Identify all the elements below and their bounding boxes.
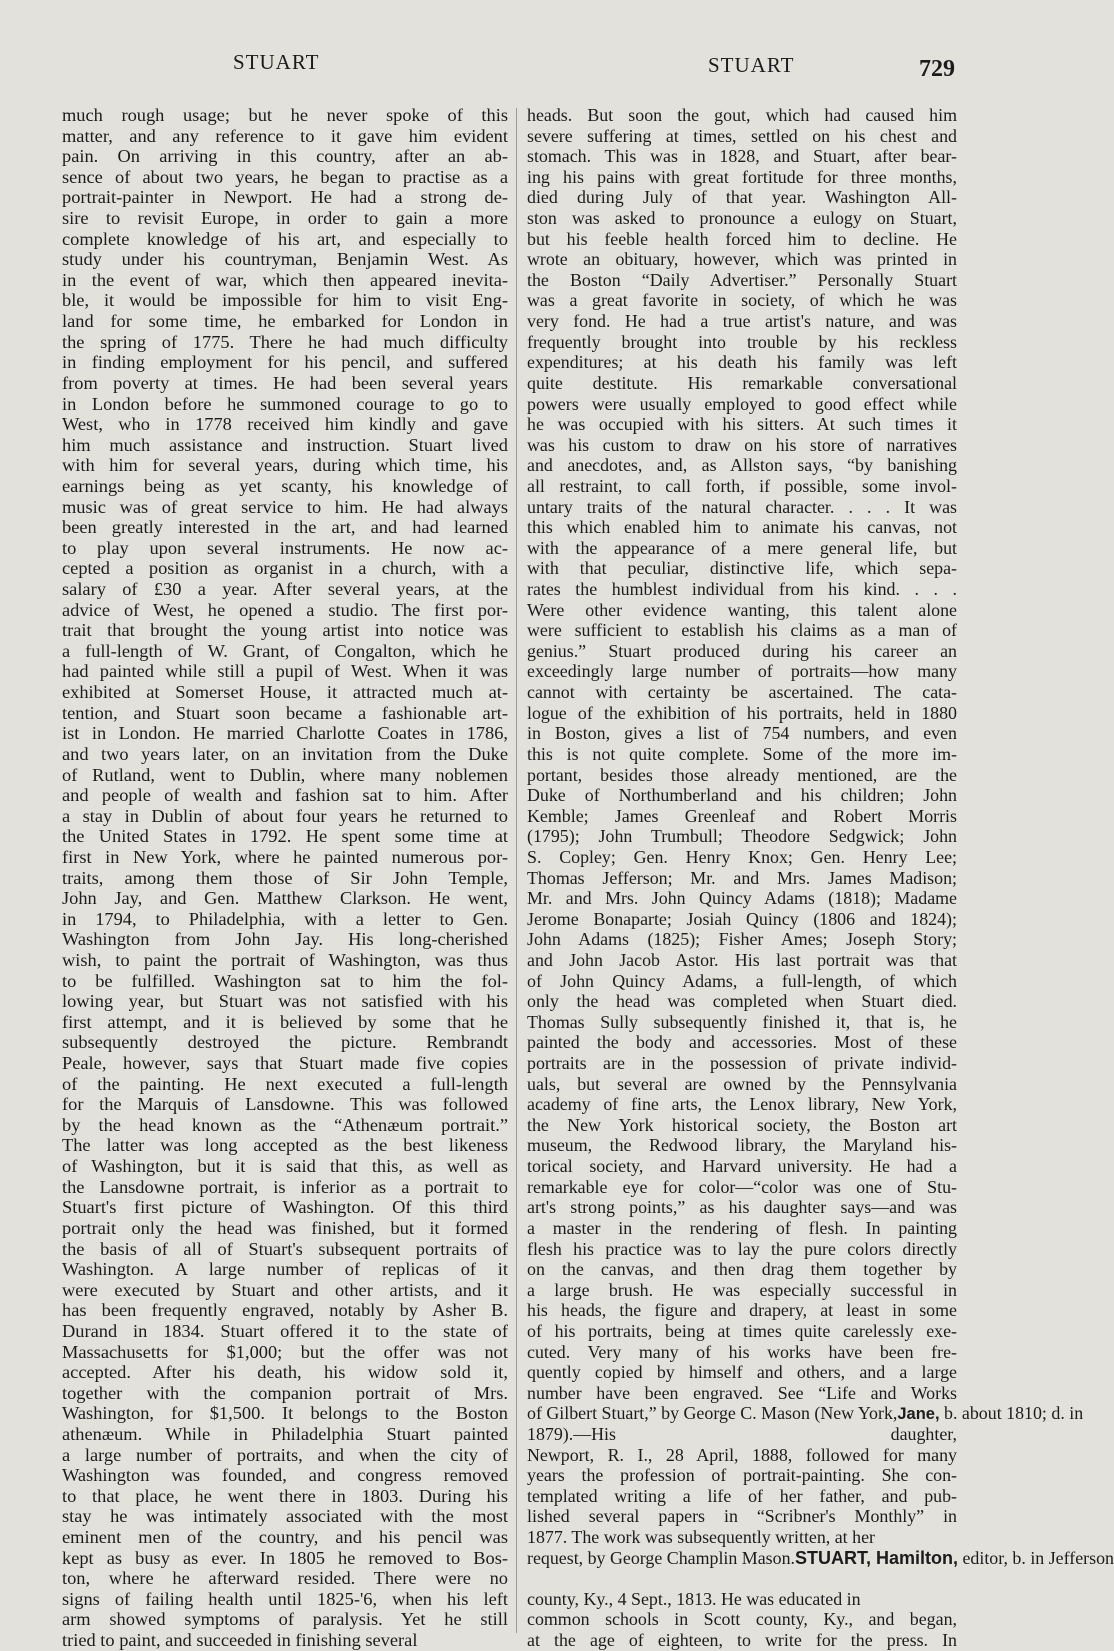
text-line: portant, besides those already mentioned, are the <box>527 764 957 785</box>
text-line: subsequently destroyed the picture. Rembrandt <box>62 1032 508 1053</box>
text-line: has been frequently engraved, notably by Asher B. <box>62 1300 508 1321</box>
text-line: logue of the exhibition of his portraits, held in 1880 <box>527 702 957 723</box>
text-line: in London before he summoned courage to go to <box>62 393 508 414</box>
text-line: stomach. This was in 1828, and Stuart, after bear- <box>527 146 957 167</box>
text-line: pain. On arriving in this country, after an ab- <box>62 146 508 167</box>
text-line: advice of West, he opened a studio. The first por- <box>62 599 508 620</box>
text-line: earnings being as yet scanty, his knowledge of <box>62 475 508 496</box>
header-left-title: STUART <box>233 50 320 74</box>
text-line: Kemble; James Greenleaf and Robert Morris <box>527 805 957 826</box>
text-line: was a great favorite in society, of which he was <box>527 290 957 311</box>
text-line: ist in London. He married Charlotte Coates in 1786, <box>62 723 508 744</box>
text-line: and people of wealth and fashion sat to him. After <box>62 785 508 806</box>
text-line: only the head was completed when Stuart died. <box>527 991 957 1012</box>
text-line: templated writing a life of her father, and pub- <box>527 1485 957 1506</box>
text-line: wrote an obituary, however, which was printed in <box>527 249 957 270</box>
text-line: athenæum. While in Philadelphia Stuart painted <box>62 1424 508 1444</box>
page-number: 729 <box>919 56 955 82</box>
text-line: cannot with certainty be ascertained. The cata- <box>527 682 957 703</box>
text-line: frequently brought into trouble by his reckless <box>527 331 957 352</box>
text-line: his heads, the figure and drapery, at least in some <box>527 1300 957 1321</box>
text-line: eminent men of the country, and his pencil was <box>62 1527 508 1548</box>
text-line: salary of £30 a year. After several years, at the <box>62 579 508 600</box>
text-line: complete knowledge of his art, and especially to <box>62 228 508 249</box>
text-line: county, Ky., 4 Sept., 1813. He was educated in <box>527 1588 861 1609</box>
text-line: to that place, he went there in 1803. During his <box>62 1485 508 1506</box>
text-line: Were other evidence wanting, this talent alone <box>527 599 957 620</box>
text-line: to be fulfilled. Washington sat to him the fol- <box>62 970 508 991</box>
text-line: and anecdotes, and, as Allston says, “by banishing <box>527 455 957 476</box>
text-line: Massachusetts for $1,000; but the offer was not <box>62 1341 508 1362</box>
text-line: were sufficient to establish his claims as a man of <box>527 620 957 641</box>
text-line: ston was asked to pronounce a eulogy on Stuart, <box>527 208 957 229</box>
text-line: Newport, R. I., 28 April, 1888, followed for many <box>527 1444 957 1465</box>
text-line: flesh his practice was to lay the pure colors directly <box>527 1238 957 1259</box>
text-line: very fond. He had a true artist's nature, and was <box>527 311 957 332</box>
text-line: all restraint, to call forth, if possible, some invol- <box>527 475 957 496</box>
text-line: Duke of Northumberland and his children; John <box>527 785 957 806</box>
column-divider <box>516 108 517 1633</box>
text-line: a large brush. He was especially successful in <box>527 1279 957 1300</box>
text-line: of the painting. He next executed a full-length <box>62 1073 508 1094</box>
entry-text: editor, b. in Jefferson <box>958 1547 1114 1568</box>
text-line: music was of great service to him. He had always <box>62 496 508 517</box>
text-line: in Boston, gives a list of 754 numbers, and even <box>527 723 957 744</box>
text-line: portrait-painter in Newport. He had a strong de- <box>62 187 508 208</box>
entry-text: b. about 1810; d. in <box>939 1403 1084 1424</box>
text-line: a master in the rendering of flesh. In painting <box>527 1217 957 1238</box>
text-line <box>527 1568 957 1589</box>
text-line: been greatly interested in the art, and had learned <box>62 517 508 538</box>
text-line: art's strong points,” as his daughter says—and was <box>527 1197 957 1218</box>
entry-name-hamilton: STUART, Hamilton, <box>794 1547 958 1568</box>
text-line: exhibited at Somerset House, it attracted much at- <box>62 682 508 703</box>
text-line: wish, to paint the portrait of Washington, was thus <box>62 949 508 970</box>
text-line: cepted a position as organist in a church, with a <box>62 558 508 579</box>
text-line: first in New York, where he painted numerous por- <box>62 846 508 867</box>
text-line: portrait only the head was finished, but it formed <box>62 1217 508 1238</box>
text-line: of Washington, but it is said that this, as well as <box>62 1156 508 1177</box>
text-line: S. Copley; Gen. Henry Knox; Gen. Henry Lee; <box>527 846 957 867</box>
text-line: of John Quincy Adams, a full-length, of which <box>527 970 957 991</box>
text-line: sire to revisit Europe, in order to gain a more <box>62 208 508 229</box>
text-line: untary traits of the natural character. . . . It was <box>527 496 957 517</box>
text-line: in the event of war, which then appeared inevita- <box>62 269 508 290</box>
text-line: tried to paint, and succeeded in finishing several <box>62 1630 418 1651</box>
text-line: sence of about two years, he began to practise as a <box>62 166 508 187</box>
entry-heading-line: request, by George Champlin Mason.STUART, Hamilton, editor, b. in Jefferson <box>527 1547 1114 1568</box>
text-line: Peale, however, says that Stuart made five copies <box>62 1053 508 1074</box>
text-line: land for some time, he embarked for London in <box>62 311 508 332</box>
text-line: but his feeble health forced him to decline. He <box>527 228 957 249</box>
text-line: died during July of that year. Washington All- <box>527 187 957 208</box>
text-line: the Boston “Daily Advertiser.” Personally Stuart <box>527 269 957 290</box>
text-line: a full-length of W. Grant, of Congalton, which he <box>62 640 508 661</box>
text-line: ton, where he afterward resided. There were no <box>62 1568 508 1589</box>
text-line: years the profession of portrait-painting. She con- <box>527 1465 957 1486</box>
text-line: John Jay, and Gen. Matthew Clarkson. He went, <box>62 888 508 909</box>
text-line: were executed by Stuart and other artists, and it <box>62 1279 508 1300</box>
entry-name-jane: Jane, <box>897 1405 940 1424</box>
text-line: remarkable eye for color—“color was one of Stu- <box>527 1176 957 1197</box>
text-line: and two years later, on an invitation from the Duke <box>62 743 508 764</box>
text-line: to play upon several instruments. He now ac- <box>62 537 508 558</box>
text-line: of his portraits, being at times quite carelessly exe- <box>527 1320 957 1341</box>
text-line: quently copied by himself and others, and a large <box>527 1362 957 1383</box>
text-line: ing his pains with great fortitude for three months, <box>527 166 957 187</box>
text-line: The latter was long accepted as the best likeness <box>62 1135 508 1156</box>
text-line: study under his countryman, Benjamin West. As <box>62 249 508 270</box>
text-line: was his custom to draw on his store of narratives <box>527 434 957 455</box>
text-line: accepted. After his death, his widow sold it, <box>62 1362 508 1383</box>
text-line: lished several papers in “Scribner's Monthly” in <box>527 1506 957 1527</box>
text-line: trait that brought the young artist into notice was <box>62 620 508 641</box>
text-line: Jerome Bonaparte; Josiah Quincy (1806 and 1824); <box>527 908 957 929</box>
text-line: museum, the Redwood library, the Maryland his- <box>527 1135 957 1156</box>
text-line: rates the humblest individual from his kind. . . . <box>527 579 957 600</box>
text-line: Mr. and Mrs. John Quincy Adams (1818); Madame <box>527 888 957 909</box>
text-line: number have been engraved. See “Life and Works <box>527 1382 957 1403</box>
text-line: severe suffering at times, settled on his chest and <box>527 125 957 146</box>
text-line: portraits are in the possession of private individ- <box>527 1053 957 1074</box>
text-line: lowing year, but Stuart was not satisfied with his <box>62 991 508 1012</box>
text-line: on the canvas, and then drag them together by <box>527 1259 957 1280</box>
text-line: tention, and Stuart soon became a fashionable art- <box>62 702 508 723</box>
text-line: (1795); John Trumbull; Theodore Sedgwick; John <box>527 826 957 847</box>
text-line: signs of failing health until 1825-'6, when his left <box>62 1588 508 1609</box>
text-line: together with the companion portrait of Mrs. <box>62 1382 508 1403</box>
text-line: Washington. A large number of replicas of it <box>62 1259 508 1280</box>
text-line: Thomas Sully subsequently finished it, that is, he <box>527 1011 957 1032</box>
text-line: John Adams (1825); Fisher Ames; Joseph Story; <box>527 929 957 950</box>
text-line: Washington, for $1,500. It belongs to the Boston <box>62 1403 508 1424</box>
text-line: with the appearance of a mere general life, but <box>527 537 957 558</box>
text-line: with him for several years, during which time, his <box>62 455 508 476</box>
text-line: powers were usually employed to good effect while <box>527 393 957 414</box>
text-line: stay he was intimately associated with the most <box>62 1506 508 1527</box>
text-line: Thomas Jefferson; Mr. and Mrs. James Madison; <box>527 867 957 888</box>
text-line: exceedingly large number of portraits—how many <box>527 661 957 682</box>
text-line: the United States in 1792. He spent some time at <box>62 826 508 847</box>
text-line: Washington from John Jay. His long-cherished <box>62 929 508 950</box>
text-line: and John Jacob Astor. His last portrait was that <box>527 949 957 970</box>
text-line: him much assistance and instruction. Stuart lived <box>62 434 508 455</box>
text-line: quite destitute. His remarkable conversational <box>527 372 957 393</box>
right-text-column <box>527 105 1114 1651</box>
text-line: he was occupied with his sitters. At such times it <box>527 414 957 435</box>
text-line: common schools in Scott county, Ky., and began, <box>527 1609 957 1630</box>
text-line: a large number of portraits, and when the city of <box>62 1444 508 1465</box>
text-line: with that peculiar, distinctive life, which sepa- <box>527 558 957 579</box>
text-line: cuted. Very many of his works have been fre- <box>527 1341 957 1362</box>
text-line: ble, it would be impossible for him to visit Eng- <box>62 290 508 311</box>
header-right-title: STUART <box>708 53 795 77</box>
text-line: 1877. The work was subsequently written, at her <box>527 1527 875 1548</box>
text-line: in finding employment for his pencil, and suffered <box>62 352 508 373</box>
text-line: from poverty at times. He had been several years <box>62 372 508 393</box>
text-line: uals, but several are owned by the Pennsylvania <box>527 1073 957 1094</box>
text-line: traits, among them those of Sir John Temple, <box>62 867 508 888</box>
text-line: the Lansdowne portrait, is inferior as a portrait to <box>62 1176 508 1197</box>
text-line: of Gilbert Stuart,” by George C. Mason (New York,Jane, b. about 1810; d. in <box>527 1403 1084 1424</box>
text-line: Durand in 1834. Stuart offered it to the state of <box>62 1320 508 1341</box>
text-line: this which enabled him to animate his canvas, not <box>527 517 957 538</box>
text-line: torical society, and Harvard university. He had a <box>527 1156 957 1177</box>
text-line: genius.” Stuart produced during his career an <box>527 640 957 661</box>
text-line: for the Marquis of Lansdowne. This was followed <box>62 1094 508 1115</box>
text-line: by the head known as the “Athenæum portrait.” <box>62 1114 508 1135</box>
text-line: expenditures; at his death his family was left <box>527 352 957 373</box>
text-line: a stay in Dublin of about four years he returned to <box>62 805 508 826</box>
text-line: academy of fine arts, the Lenox library, New York, <box>527 1094 957 1115</box>
left-text-column <box>62 105 508 1651</box>
text-line: heads. But soon the gout, which had caused him <box>527 105 957 125</box>
text-line: matter, and any reference to it gave him evident <box>62 125 508 146</box>
text-line: painted the body and accessories. Most of these <box>527 1032 957 1053</box>
text-line: had painted while still a pupil of West. When it was <box>62 661 508 682</box>
text-line: arm showed symptoms of paralysis. Yet he still <box>62 1609 508 1630</box>
text-line: of Rutland, went to Dublin, where many noblemen <box>62 764 508 785</box>
text-line: Stuart's first picture of Washington. Of this third <box>62 1197 508 1218</box>
text-line: at the age of eighteen, to write for the press. In <box>527 1630 957 1651</box>
text-line: in 1794, to Philadelphia, with a letter to Gen. <box>62 908 508 929</box>
text-line: Washington was founded, and congress removed <box>62 1465 508 1486</box>
running-header <box>0 50 1000 90</box>
text-line: the spring of 1775. There he had much difficulty <box>62 331 508 352</box>
text-line: the basis of all of Stuart's subsequent portraits of <box>62 1238 508 1259</box>
text-line: kept as busy as ever. In 1805 he removed to Bos- <box>62 1547 508 1568</box>
text-line: the New York historical society, the Boston art <box>527 1114 957 1135</box>
text-line: 1879).—His daughter, <box>527 1424 957 1444</box>
text-line: West, who in 1778 received him kindly and gave <box>62 414 508 435</box>
text-line: first attempt, and it is believed by some that he <box>62 1011 508 1032</box>
text-line: much rough usage; but he never spoke of this <box>62 105 508 125</box>
text-line: this is not quite complete. Some of the more im- <box>527 743 957 764</box>
